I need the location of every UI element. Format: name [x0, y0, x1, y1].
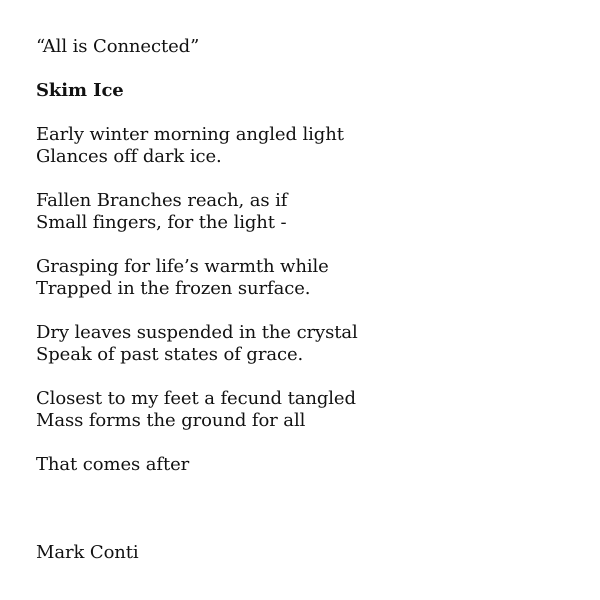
- collection-title: “All is Connected”: [36, 36, 200, 57]
- poem-line: Closest to my feet a fecund tangled: [36, 388, 356, 409]
- poem-title: Skim Ice: [36, 80, 124, 101]
- stanza-5: [36, 388, 356, 432]
- stanza-2: [36, 190, 287, 234]
- stanza-6: [36, 454, 189, 476]
- stanza-1: [36, 124, 344, 168]
- poem-line: Fallen Branches reach, as if: [36, 190, 288, 211]
- author-name: Mark Conti: [36, 542, 139, 563]
- stanza-4: [36, 322, 358, 366]
- poem-line: Grasping for life’s warmth while: [36, 256, 329, 277]
- poem-line: Speak of past states of grace.: [36, 344, 304, 365]
- stanza-3: [36, 256, 329, 300]
- poem-line: That comes after: [36, 454, 190, 475]
- poem-line: Glances off dark ice.: [36, 146, 222, 167]
- poem-line: Trapped in the frozen surface.: [36, 278, 311, 299]
- poem-line: Early winter morning angled light: [36, 124, 344, 145]
- poem-line: Mass forms the ground for all: [36, 410, 306, 431]
- poem-line: Small fingers, for the light -: [36, 212, 287, 233]
- poem-line: Dry leaves suspended in the crystal: [36, 322, 358, 343]
